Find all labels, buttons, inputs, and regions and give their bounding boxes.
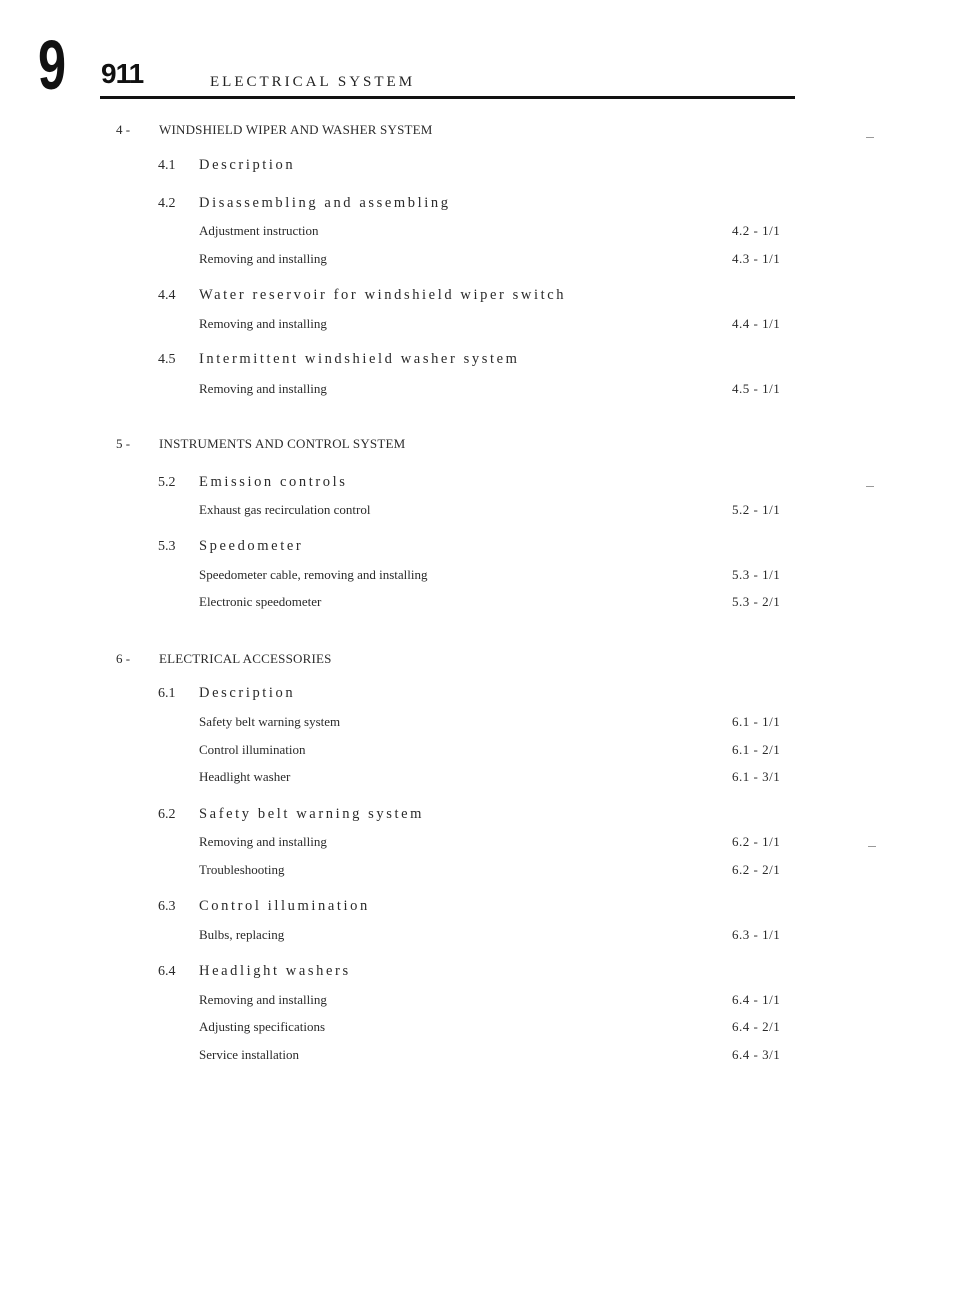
chapter-title: ELECTRICAL ACCESSORIES — [159, 651, 332, 666]
chapter-number: 4 - — [116, 122, 131, 137]
chapter-title: WINDSHIELD WIPER AND WASHER SYSTEM — [159, 122, 433, 137]
toc-item-page-ref: 4.4 - 1/1 — [732, 316, 781, 331]
section-title: Water reservoir for windshield wiper switch — [199, 287, 567, 303]
section-number: 5.2 — [158, 475, 176, 490]
chapter-number: 9 — [38, 26, 67, 104]
section-title: Description — [199, 157, 296, 173]
toc-item-title: Control illumination — [199, 742, 306, 757]
section-number: 5.3 — [158, 539, 176, 554]
toc-item-title: Troubleshooting — [199, 862, 285, 877]
toc-item-title: Headlight washer — [199, 769, 291, 784]
section-title: Headlight washers — [199, 963, 351, 979]
toc-item-title: Adjusting specifications — [199, 1019, 326, 1034]
toc-item-title: Removing and installing — [199, 251, 327, 266]
section-number: 4.1 — [158, 158, 176, 173]
toc-item-title: Removing and installing — [199, 381, 327, 396]
section-title: Safety belt warning system — [199, 806, 425, 822]
toc-item-page-ref: 4.2 - 1/1 — [732, 223, 781, 238]
section-title: Control illumination — [199, 898, 370, 914]
toc-item-page-ref: 6.3 - 1/1 — [732, 927, 781, 942]
chapter-number: 6 - — [116, 651, 131, 666]
toc-item-title: Removing and installing — [199, 834, 327, 849]
toc-item-title: Removing and installing — [199, 316, 327, 331]
section-title: Emission controls — [199, 474, 348, 490]
toc-item-title: Bulbs, replacing — [199, 927, 285, 942]
toc-item-title: Service installation — [199, 1047, 300, 1062]
section-title: Disassembling and assembling — [199, 195, 451, 211]
section-title: Speedometer — [199, 538, 304, 554]
section-number: 6.3 — [158, 899, 176, 914]
toc-item-title: Speedometer cable, removing and installing — [199, 567, 428, 582]
toc-item-title: Exhaust gas recirculation control — [199, 502, 371, 517]
toc-item-title: Adjustment instruction — [199, 223, 319, 238]
section-title: Description — [199, 685, 296, 701]
section-number: 4.2 — [158, 196, 176, 211]
toc-item-page-ref: 6.1 - 3/1 — [732, 769, 781, 784]
model-number: 911 — [101, 58, 144, 89]
toc-item-title: Removing and installing — [199, 992, 327, 1007]
margin-mark — [866, 486, 874, 487]
section-title: Intermittent windshield washer system — [199, 351, 520, 367]
margin-mark — [866, 137, 874, 138]
section-number: 4.5 — [158, 352, 176, 367]
toc-item-page-ref: 5.3 - 2/1 — [732, 594, 781, 609]
toc-item-page-ref: 5.2 - 1/1 — [732, 502, 781, 517]
toc-item-title: Safety belt warning system — [199, 714, 341, 729]
toc-item-page-ref: 6.1 - 2/1 — [732, 742, 781, 757]
toc-item-page-ref: 5.3 - 1/1 — [732, 567, 781, 582]
toc-item-page-ref: 4.5 - 1/1 — [732, 381, 781, 396]
toc-item-title: Electronic speedometer — [199, 594, 322, 609]
toc-item-page-ref: 6.4 - 2/1 — [732, 1019, 781, 1034]
section-number: 6.1 — [158, 686, 176, 701]
toc-item-page-ref: 6.4 - 3/1 — [732, 1047, 781, 1062]
section-number: 6.2 — [158, 807, 176, 822]
toc-item-page-ref: 6.2 - 2/1 — [732, 862, 781, 877]
toc-item-page-ref: 6.2 - 1/1 — [732, 834, 781, 849]
page-title: ELECTRICAL SYSTEM — [210, 74, 416, 90]
toc-item-page-ref: 6.4 - 1/1 — [732, 992, 781, 1007]
section-number: 4.4 — [158, 288, 176, 303]
chapter-number: 5 - — [116, 436, 131, 451]
section-number: 6.4 — [158, 964, 176, 979]
toc-item-page-ref: 6.1 - 1/1 — [732, 714, 781, 729]
margin-mark — [868, 846, 876, 847]
chapter-title: INSTRUMENTS AND CONTROL SYSTEM — [159, 436, 406, 451]
toc-item-page-ref: 4.3 - 1/1 — [732, 251, 781, 266]
